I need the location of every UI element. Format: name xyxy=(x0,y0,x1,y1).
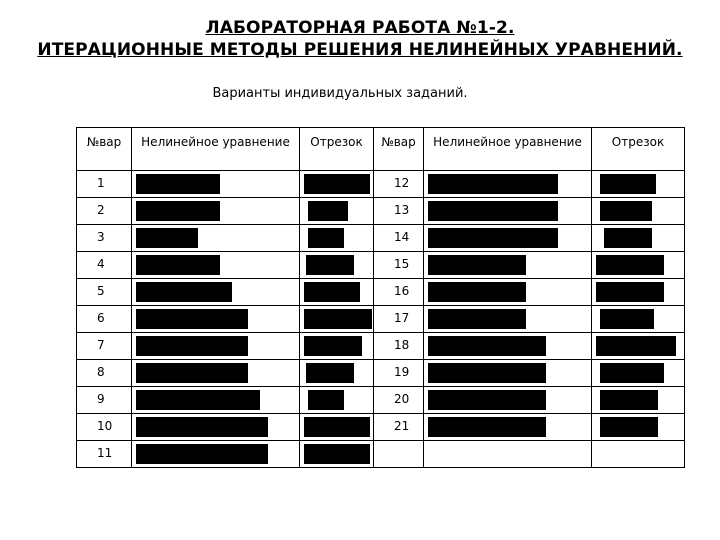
variant-number-right: 19 xyxy=(374,360,424,387)
interval-left-cell xyxy=(300,360,374,387)
variant-number-left: 10 xyxy=(77,414,132,441)
variant-number-left: 6 xyxy=(77,306,132,333)
equation-left-redaction xyxy=(136,363,248,383)
header-variant-left: №вар xyxy=(77,128,132,171)
interval-left-cell xyxy=(300,333,374,360)
equation-right-cell xyxy=(424,387,592,414)
equation-right-cell xyxy=(424,360,592,387)
header-equation-left: Нелинейное уравнение xyxy=(132,128,300,171)
header-variant-right: №вар xyxy=(374,128,424,171)
equation-left-cell xyxy=(132,333,300,360)
equation-right-redaction xyxy=(428,363,546,383)
equation-left-redaction xyxy=(136,201,220,221)
interval-left-cell xyxy=(300,306,374,333)
variant-number-right xyxy=(374,441,424,468)
interval-left-redaction xyxy=(304,336,362,356)
interval-left-redaction xyxy=(306,363,354,383)
equation-left-cell xyxy=(132,198,300,225)
equation-right-redaction xyxy=(428,336,546,356)
equation-right-cell xyxy=(424,198,592,225)
equation-left-redaction xyxy=(136,390,260,410)
variant-number-left: 5 xyxy=(77,279,132,306)
interval-right-redaction xyxy=(596,255,664,275)
equation-left-cell xyxy=(132,441,300,468)
interval-right-redaction xyxy=(600,201,652,221)
equation-right-redaction xyxy=(428,174,558,194)
interval-left-redaction xyxy=(304,282,360,302)
interval-left-cell xyxy=(300,198,374,225)
interval-right-redaction xyxy=(604,228,652,248)
interval-right-redaction xyxy=(600,390,658,410)
interval-right-cell xyxy=(592,225,685,252)
table-row xyxy=(77,306,685,333)
equation-left-redaction xyxy=(136,309,248,329)
interval-left-cell xyxy=(300,171,374,198)
variant-number-right: 21 xyxy=(374,414,424,441)
interval-left-cell xyxy=(300,225,374,252)
variant-number-left: 11 xyxy=(77,441,132,468)
equation-right-redaction xyxy=(428,417,546,437)
equation-right-cell xyxy=(424,279,592,306)
table-row xyxy=(77,333,685,360)
equation-left-cell xyxy=(132,414,300,441)
equation-right-redaction xyxy=(428,390,546,410)
equation-right-cell xyxy=(424,414,592,441)
table-row xyxy=(77,441,685,468)
equation-right-cell xyxy=(424,252,592,279)
equation-left-redaction xyxy=(136,228,198,248)
table-row xyxy=(77,279,685,306)
equation-right-cell xyxy=(424,333,592,360)
interval-right-redaction xyxy=(600,417,658,437)
equation-right-redaction xyxy=(428,309,526,329)
variant-number-left: 8 xyxy=(77,360,132,387)
interval-right-cell xyxy=(592,387,685,414)
interval-right-cell xyxy=(592,198,685,225)
equation-left-cell xyxy=(132,360,300,387)
equation-left-cell xyxy=(132,225,300,252)
table-row xyxy=(77,225,685,252)
equation-left-redaction xyxy=(136,417,268,437)
header-interval-right: Отрезок xyxy=(592,128,685,171)
equation-right-redaction xyxy=(428,201,558,221)
equation-left-redaction xyxy=(136,336,248,356)
interval-right-cell xyxy=(592,171,685,198)
table-row xyxy=(77,252,685,279)
interval-right-cell xyxy=(592,252,685,279)
equation-left-cell xyxy=(132,306,300,333)
interval-right-cell xyxy=(592,360,685,387)
variant-number-left: 9 xyxy=(77,387,132,414)
interval-left-cell xyxy=(300,387,374,414)
interval-right-cell xyxy=(592,333,685,360)
interval-right-cell xyxy=(592,279,685,306)
interval-right-cell xyxy=(592,306,685,333)
variant-number-right: 12 xyxy=(374,171,424,198)
variant-number-right: 20 xyxy=(374,387,424,414)
variant-number-left: 1 xyxy=(77,171,132,198)
interval-left-cell xyxy=(300,252,374,279)
equation-left-redaction xyxy=(136,174,220,194)
equation-left-redaction xyxy=(136,282,232,302)
interval-left-redaction xyxy=(304,309,372,329)
variants-table xyxy=(76,127,685,468)
interval-right-redaction xyxy=(596,336,676,356)
interval-left-cell xyxy=(300,414,374,441)
interval-right-redaction xyxy=(600,363,664,383)
interval-right-cell xyxy=(592,414,685,441)
title-line-2: ИТЕРАЦИОННЫЕ МЕТОДЫ РЕШЕНИЯ НЕЛИНЕЙНЫХ УРАВНЕНИЙ. xyxy=(37,40,683,60)
variant-number-left: 2 xyxy=(77,198,132,225)
variant-number-right: 18 xyxy=(374,333,424,360)
variant-number-right: 14 xyxy=(374,225,424,252)
title-line-1: ЛАБОРАТОРНАЯ РАБОТА №1-2. xyxy=(205,18,515,38)
interval-left-redaction xyxy=(308,201,348,221)
variant-number-right: 16 xyxy=(374,279,424,306)
interval-left-redaction xyxy=(304,417,370,437)
interval-left-cell xyxy=(300,441,374,468)
table-header-row xyxy=(77,128,685,171)
equation-right-cell xyxy=(424,306,592,333)
equation-right-cell xyxy=(424,225,592,252)
interval-right-redaction xyxy=(596,282,664,302)
interval-right-redaction xyxy=(600,309,654,329)
interval-left-redaction xyxy=(306,255,354,275)
equation-left-cell xyxy=(132,171,300,198)
variant-number-right: 17 xyxy=(374,306,424,333)
equation-left-cell xyxy=(132,279,300,306)
variant-number-left: 7 xyxy=(77,333,132,360)
table-row xyxy=(77,387,685,414)
table-row xyxy=(77,198,685,225)
equation-left-cell xyxy=(132,387,300,414)
equation-right-redaction xyxy=(428,228,558,248)
variant-number-left: 3 xyxy=(77,225,132,252)
header-interval-left: Отрезок xyxy=(300,128,374,171)
equation-right-redaction xyxy=(428,282,526,302)
interval-right-cell xyxy=(592,441,685,468)
equation-left-redaction xyxy=(136,255,220,275)
equation-right-redaction xyxy=(428,255,526,275)
equation-left-cell xyxy=(132,252,300,279)
table-row xyxy=(77,414,685,441)
interval-left-redaction xyxy=(304,444,370,464)
interval-left-redaction xyxy=(304,174,370,194)
table-row xyxy=(77,360,685,387)
variant-number-right: 13 xyxy=(374,198,424,225)
header-equation-right: Нелинейное уравнение xyxy=(424,128,592,171)
interval-left-redaction xyxy=(308,228,344,248)
equation-left-redaction xyxy=(136,444,268,464)
equation-right-cell xyxy=(424,441,592,468)
interval-left-cell xyxy=(300,279,374,306)
interval-left-redaction xyxy=(308,390,344,410)
table-row xyxy=(77,171,685,198)
interval-right-redaction xyxy=(600,174,656,194)
variant-number-left: 4 xyxy=(77,252,132,279)
variant-number-right: 15 xyxy=(374,252,424,279)
subtitle: Варианты индивидуальных заданий. xyxy=(212,86,468,101)
equation-right-cell xyxy=(424,171,592,198)
